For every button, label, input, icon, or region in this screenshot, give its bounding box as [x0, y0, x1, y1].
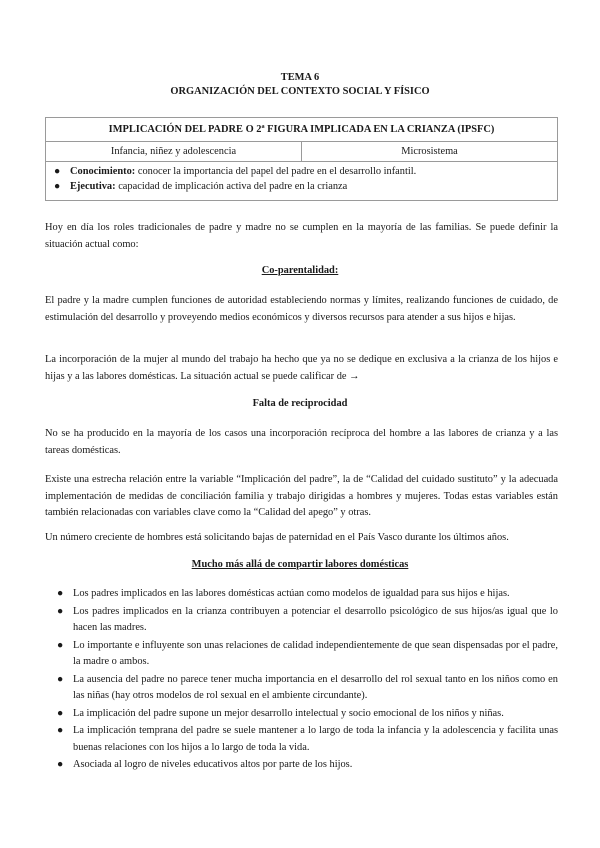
benefits-list	[45, 586, 558, 775]
paragraph: La incorporación de la mujer al mundo del trabajo ha hecho que ya no se dedique en exclusiva a la crianza de los hijos e hijas y a las labores domésticas. La situación actual se puede calificar de →	[45, 354, 558, 382]
section-title-reciprocidad: Falta de reciprocidad	[252, 398, 348, 409]
list-item: ● La ausencia del padre no parece tener mucha importancia en el desarrollo del rol sexual tanto en los niños como en las niñas (hay otros modelos de rol sexual en el ambiente circundante).	[57, 673, 558, 701]
paragraph: El padre y la madre cumplen funciones de autoridad estableciendo normas y límites, realizando funciones de cuidado, de estimulación del desarrollo y proveyendo medios económicos y diversos recursos para atender a sus hijos e hijas.	[45, 295, 558, 323]
section-title-coparentalidad: Co-parentalidad:	[261, 265, 339, 276]
objective-item	[52, 179, 551, 194]
paragraph: Un número creciente de hombres está solicitando bajas de paternidad en el País Vasco durante los últimos años.	[45, 532, 509, 543]
list-item: ● La implicación del padre supone un mejor desarrollo intelectual y socio emocional de los niños y niñas.	[45, 706, 558, 723]
list-item: ● Asociada al logro de niveles educativos altos por parte de los hijos.	[45, 757, 558, 774]
objective-label: Conocimiento:	[70, 166, 136, 177]
topic-heading: TEMA 6	[280, 72, 320, 83]
info-table	[45, 117, 558, 201]
bullet-icon: ●	[57, 639, 64, 651]
bullet-icon: ●	[57, 759, 64, 770]
bullet-icon: ●	[54, 166, 61, 177]
age-range-cell: Infancia, niñez y adolescencia	[46, 142, 302, 162]
list-item: ● Lo importante e influyente son unas relaciones de calidad independientemente de que sean dispensadas por el padre, la madre o ambos.	[57, 639, 558, 667]
bullet-icon: ●	[57, 707, 64, 719]
objective-text: conocer la importancia del papel del padre en el desarrollo infantil.	[135, 166, 417, 177]
system-cell: Microsistema	[302, 142, 558, 162]
bullet-icon: ●	[57, 605, 64, 617]
objectives-cell	[46, 162, 558, 201]
bullet-icon: ●	[57, 673, 64, 685]
bullet-icon: ●	[54, 181, 61, 192]
info-table-title: IMPLICACIÓN DEL PADRE O 2ª FIGURA IMPLICADA EN LA CRIANZA (IPSFC)	[46, 118, 558, 142]
paragraph: No se ha producido en la mayoría de los casos una incorporación recíproca del hombre a las labores de crianza y a las tareas domésticas.	[45, 428, 558, 456]
list-item: ● La implicación temprana del padre se suele mantener a lo largo de toda la infancia y la adolescencia y facilita unas buenas relaciones con los hijos a lo largo de toda la vida.	[57, 725, 558, 753]
document-title: ORGANIZACIÓN DEL CONTEXTO SOCIAL Y FÍSICO	[170, 86, 430, 97]
list-item: ● Los padres implicados en las labores domésticas actúan como modelos de igualdad para sus hijos e hijas.	[45, 586, 558, 603]
objective-item	[52, 164, 551, 179]
bullet-icon: ●	[57, 725, 64, 736]
intro-paragraph: Hoy en día los roles tradicionales de padre y madre no se cumplen en la mayoría de las familias. Se puede definir la situación actual como:	[45, 222, 558, 250]
objective-label: Ejecutiva:	[70, 181, 116, 192]
list-item: ● Los padres implicados en la crianza contribuyen a potenciar el desarrollo psicológico de sus hijos/as igual que lo hacen las madres.	[57, 605, 558, 633]
paragraph: Existe una estrecha relación entre la variable “Implicación del padre”, la de “Calidad del cuidado sustituto” y la adecuada implementación de medidas de conciliación familia y trabajo dirigidas a hombres y mujeres. Todas estas variables están también relacionadas con variables clave como la “Calidad del apego” y otras.	[45, 474, 558, 518]
objective-text: capacidad de implicación activa del padre en la crianza	[115, 181, 348, 192]
bullet-icon: ●	[57, 588, 64, 599]
section-title-labores: Mucho más allá de compartir labores domésticas	[191, 559, 409, 570]
